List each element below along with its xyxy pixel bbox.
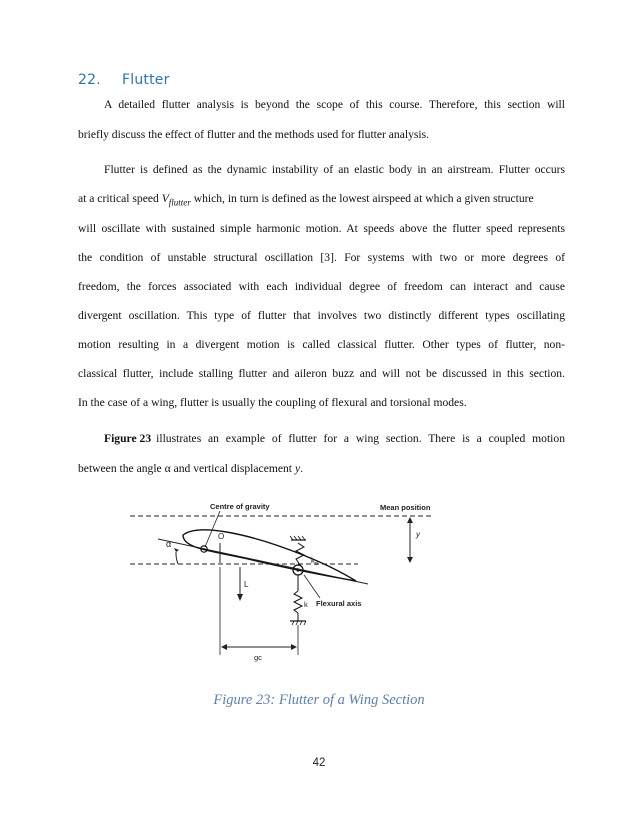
figure-reference: Figure 23 — [104, 432, 152, 445]
velocity-variable — [161, 192, 191, 208]
text-run: . — [300, 462, 303, 475]
centre-of-gravity-label: Centre of gravity — [210, 502, 270, 511]
y-label: y — [416, 530, 420, 539]
vertical-spring — [294, 591, 302, 613]
paragraph-2-line-1: Flutter is defined as the dynamic instability of an elastic body in an airstream. Flutter occurs — [104, 163, 565, 176]
figure-caption: Figure 23: Flutter of a Wing Section — [213, 692, 425, 708]
page-number: 42 — [312, 757, 326, 769]
variable-subscript: flutter — [168, 197, 191, 208]
paragraph-2-line-5: freedom, the forces associated with each individual degree of freedom can interact and cause — [78, 280, 565, 293]
paragraph-2-line-3: will oscillate with sustained simple harmonic motion. At speeds above the flutter speed represents — [78, 222, 565, 235]
section-number: 22. — [78, 72, 101, 88]
text-run: illustrates an example of flutter for a wing section. There is a coupled motion — [156, 432, 565, 445]
lift-arrowhead — [237, 594, 243, 601]
gc-arrow-left — [221, 644, 227, 650]
variable-y: y — [294, 462, 301, 475]
alpha-arrowhead — [174, 548, 179, 552]
paragraph-3-line-2 — [78, 462, 565, 476]
paragraph-2-line-9: In the case of a wing, flutter is usually the coupling of flexural and torsional modes. — [78, 396, 467, 409]
flexural-axis-dot — [296, 568, 299, 571]
o-label: O — [218, 532, 225, 541]
paragraph-3-line-1 — [104, 432, 565, 446]
y-arrow-bottom — [407, 557, 413, 563]
paragraph-2-line-8: classical flutter, include stalling flutter and aileron buzz and will not be discussed in this section. — [78, 367, 565, 380]
paragraph-2-line-7: motion resulting in a divergent motion is called classical flutter. Other types of flutter, non- — [78, 338, 565, 351]
alpha-arc — [176, 552, 178, 564]
section-title: Flutter — [122, 72, 170, 88]
wing-section-figure — [128, 497, 438, 669]
flexural-axis-leader — [304, 575, 320, 598]
gc-arrow-right — [291, 644, 297, 650]
paragraph-2-line-2 — [78, 192, 565, 209]
paragraph-1-line-1: A detailed flutter analysis is beyond the scope of this course. Therefore, this section will — [104, 98, 565, 111]
y-arrow-top — [407, 517, 413, 523]
lift-label: L — [244, 580, 249, 589]
variable-v: V — [161, 192, 169, 205]
text-run: at a critical speed — [78, 192, 159, 205]
k-alpha-label: $k_\alpha$ — [311, 556, 318, 567]
paragraph-2-line-4: the condition of unstable structural oscillation [3]. For systems with two or more degrees of — [78, 251, 565, 264]
paragraph-2-line-6: divergent oscillation. This type of flutter that involves two distinctly different types oscillating — [78, 309, 565, 322]
alpha-label: α — [166, 539, 172, 549]
paragraph-1-line-2: briefly discuss the effect of flutter and the methods used for flutter analysis. — [78, 128, 430, 141]
flexural-axis-label: Flexural axis — [316, 599, 362, 608]
text-run: between the angle α and vertical displacement — [78, 462, 293, 475]
gc-label: gc — [254, 653, 262, 662]
cg-dot — [203, 548, 205, 550]
text-run: which, in turn is defined as the lowest airspeed at which a given structure — [193, 192, 534, 205]
mean-position-label: Mean position — [380, 503, 431, 512]
k-label: k — [304, 600, 308, 609]
section-heading — [78, 72, 170, 88]
